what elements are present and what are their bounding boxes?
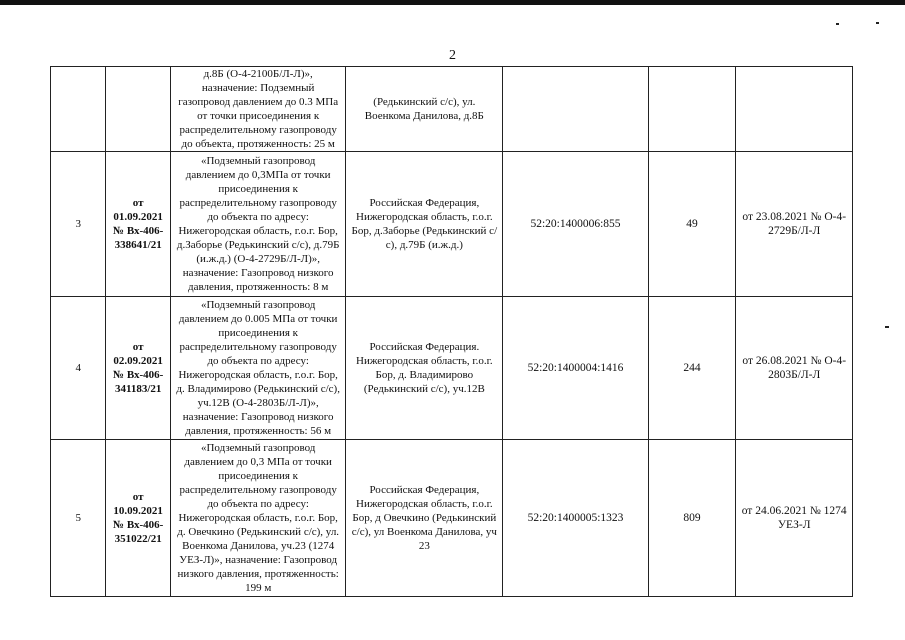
- row-number-cell: 3: [51, 152, 106, 297]
- page-number: 2: [449, 48, 456, 63]
- cadastral-number-cell: [503, 67, 648, 152]
- scan-top-edge: [0, 0, 905, 5]
- row-number-cell: [51, 67, 106, 152]
- table-row: [51, 152, 853, 297]
- cadastral-number-cell: 52:20:1400004:1416: [503, 297, 648, 440]
- address-cell: (Редькинский с/с), ул. Военкома Данилова, д.8Б: [346, 67, 503, 152]
- row-number-cell: 5: [51, 440, 106, 597]
- object-description-cell: «Подземный газопровод давлением до 0,3МПа от точки присоединения к распределительному газопроводу до объекта по адресу: Нижегородская область, г.о.г. Бор, д.Заборье (Редькинский с/с), д.79Б (и.ж.д.) (О-4-2729Б/Л-Л)», назначение: Газопровод низкого давления, протяженность: 8 м: [170, 152, 345, 297]
- scan-speck: [885, 326, 889, 328]
- area-cell: 244: [648, 297, 736, 440]
- registration-cell: от 01.09.2021 № Вх-406-338641/21: [106, 152, 171, 297]
- object-description-cell: «Подземный газопровод давлением до 0,3 МПа от точки присоединения к распределительному газопроводу до объекта по адресу: Нижегородская область, г.о.г. Бор, д. Овечкино (Редькинский с/с), ул. Военкома Данилова, уч.23 (1274 УЕЗ-Л)», назначение: Газопровод низкого давления, протяженность: 199 м: [170, 440, 345, 597]
- area-cell: 809: [648, 440, 736, 597]
- document-cell: [736, 67, 853, 152]
- object-description-cell: «Подземный газопровод давлением до 0.005 МПа от точки присоединения к распределительному газопроводу до объекта по адресу: Нижегородская область, г.о.г. Бор, д. Владимирово (Редькинский с/с), уч.12В (О-4-2803Б/Л-Л)», назначение: Газопровод низкого давления, протяженность: 56 м: [170, 297, 345, 440]
- table-row: [51, 440, 853, 597]
- registration-cell: [106, 67, 171, 152]
- address-cell: Российская Федерация, Нижегородская область, г.о.г. Бор, д.Заборье (Редькинский с/с), д.79Б (и.ж.д.): [346, 152, 503, 297]
- cadastral-number-cell: 52:20:1400005:1323: [503, 440, 648, 597]
- address-cell: Российская Федерация, Нижегородская область, г.о.г. Бор, д Овечкино (Редькинский с/с), ул Военкома Данилова, уч 23: [346, 440, 503, 597]
- registration-cell: от 02.09.2021 № Вх-406-341183/21: [106, 297, 171, 440]
- cadastral-number-cell: 52:20:1400006:855: [503, 152, 648, 297]
- scan-speck: [876, 22, 879, 24]
- scan-speck: [836, 23, 839, 25]
- row-number-cell: 4: [51, 297, 106, 440]
- address-cell: Российская Федерация. Нижегородская область, г.о.г. Бор, д. Владимирово (Редькинский с/с), уч.12В: [346, 297, 503, 440]
- registration-cell: от 10.09.2021 № Вх-406-351022/21: [106, 440, 171, 597]
- table-row: [51, 67, 853, 152]
- document-cell: от 24.06.2021 № 1274 УЕЗ-Л: [736, 440, 853, 597]
- table-row: [51, 297, 853, 440]
- document-cell: от 26.08.2021 № О-4-2803Б/Л-Л: [736, 297, 853, 440]
- object-description-cell: д.8Б (О-4-2100Б/Л-Л)», назначение: Подземный газопровод давлением до 0.3 МПа от точки присоединения к распределительному газопроводу до объекта, протяженность: 25 м: [170, 67, 345, 152]
- area-cell: [648, 67, 736, 152]
- area-cell: 49: [648, 152, 736, 297]
- document-cell: от 23.08.2021 № О-4-2729Б/Л-Л: [736, 152, 853, 297]
- registry-table: [50, 66, 853, 597]
